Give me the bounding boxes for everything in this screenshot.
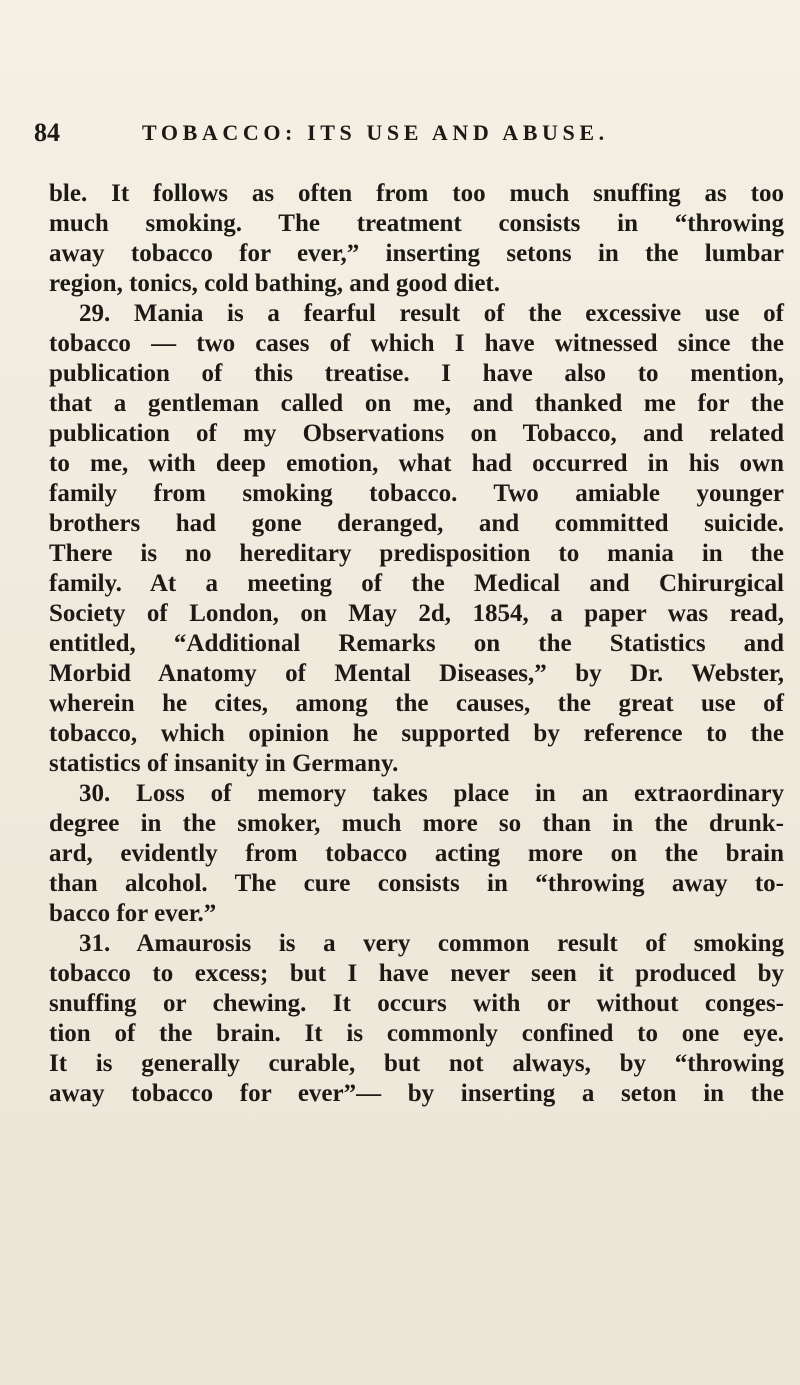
page-number: 84 <box>34 118 60 147</box>
text-line: away tobacco for ever”— by inserting a seton in the <box>49 1080 784 1107</box>
text-line: Society of London, on May 2d, 1854, a paper was read, <box>49 600 784 627</box>
text-line: Morbid Anatomy of Mental Diseases,” by Dr. Webster, <box>49 660 784 687</box>
running-head: TOBACCO: ITS USE AND ABUSE. <box>142 120 609 145</box>
text-line: publication of this treatise. I have also to mention, <box>49 360 784 387</box>
text-line: that a gentleman called on me, and thanked me for the <box>49 390 784 417</box>
text-line: brothers had gone deranged, and committed suicide. <box>49 510 784 537</box>
text-line: It is generally curable, but not always, by “throwing <box>49 1050 784 1077</box>
text-line: tobacco to excess; but I have never seen it produced by <box>49 960 784 987</box>
text-line: ard, evidently from tobacco acting more on the brain <box>49 840 784 867</box>
text-line: ble. It follows as often from too much snuffing as too <box>49 180 784 207</box>
paragraph-29-start: 29. Mania is a fearful result of the excessive use of <box>79 300 784 327</box>
text-line: There is no hereditary predisposition to mania in the <box>49 540 784 567</box>
text-line: wherein he cites, among the causes, the great use of <box>49 690 784 717</box>
text-line: than alcohol. The cure consists in “throwing away to- <box>49 870 784 897</box>
text-line: tion of the brain. It is commonly confined to one eye. <box>49 1020 784 1047</box>
text-line: region, tonics, cold bathing, and good diet. <box>49 270 501 297</box>
paragraph-31-start: 31. Amaurosis is a very common result of smoking <box>79 930 784 957</box>
text-line: to me, with deep emotion, what had occurred in his own <box>49 450 784 477</box>
text-line: family. At a meeting of the Medical and Chirurgical <box>49 570 784 597</box>
text-line: entitled, “Additional Remarks on the Statistics and <box>49 630 784 657</box>
paragraph-30-start: 30. Loss of memory takes place in an extraordinary <box>79 780 784 807</box>
text-line: bacco for ever.” <box>49 900 217 927</box>
text-line: family from smoking tobacco. Two amiable younger <box>49 480 784 507</box>
text-line: degree in the smoker, much more so than in the drunk- <box>49 810 784 837</box>
text-line: snuffing or chewing. It occurs with or without conges- <box>49 990 784 1017</box>
text-line: much smoking. The treatment consists in “throwing <box>49 210 784 237</box>
text-line: statistics of insanity in Germany. <box>49 750 399 777</box>
text-line: tobacco — two cases of which I have witnessed since the <box>49 330 784 357</box>
text-line: away tobacco for ever,” inserting setons in the lumbar <box>49 240 784 267</box>
page-body <box>49 179 784 1109</box>
text-line: publication of my Observations on Tobacco, and related <box>49 420 784 447</box>
text-line: tobacco, which opinion he supported by reference to the <box>49 720 784 747</box>
page-header <box>34 118 764 158</box>
